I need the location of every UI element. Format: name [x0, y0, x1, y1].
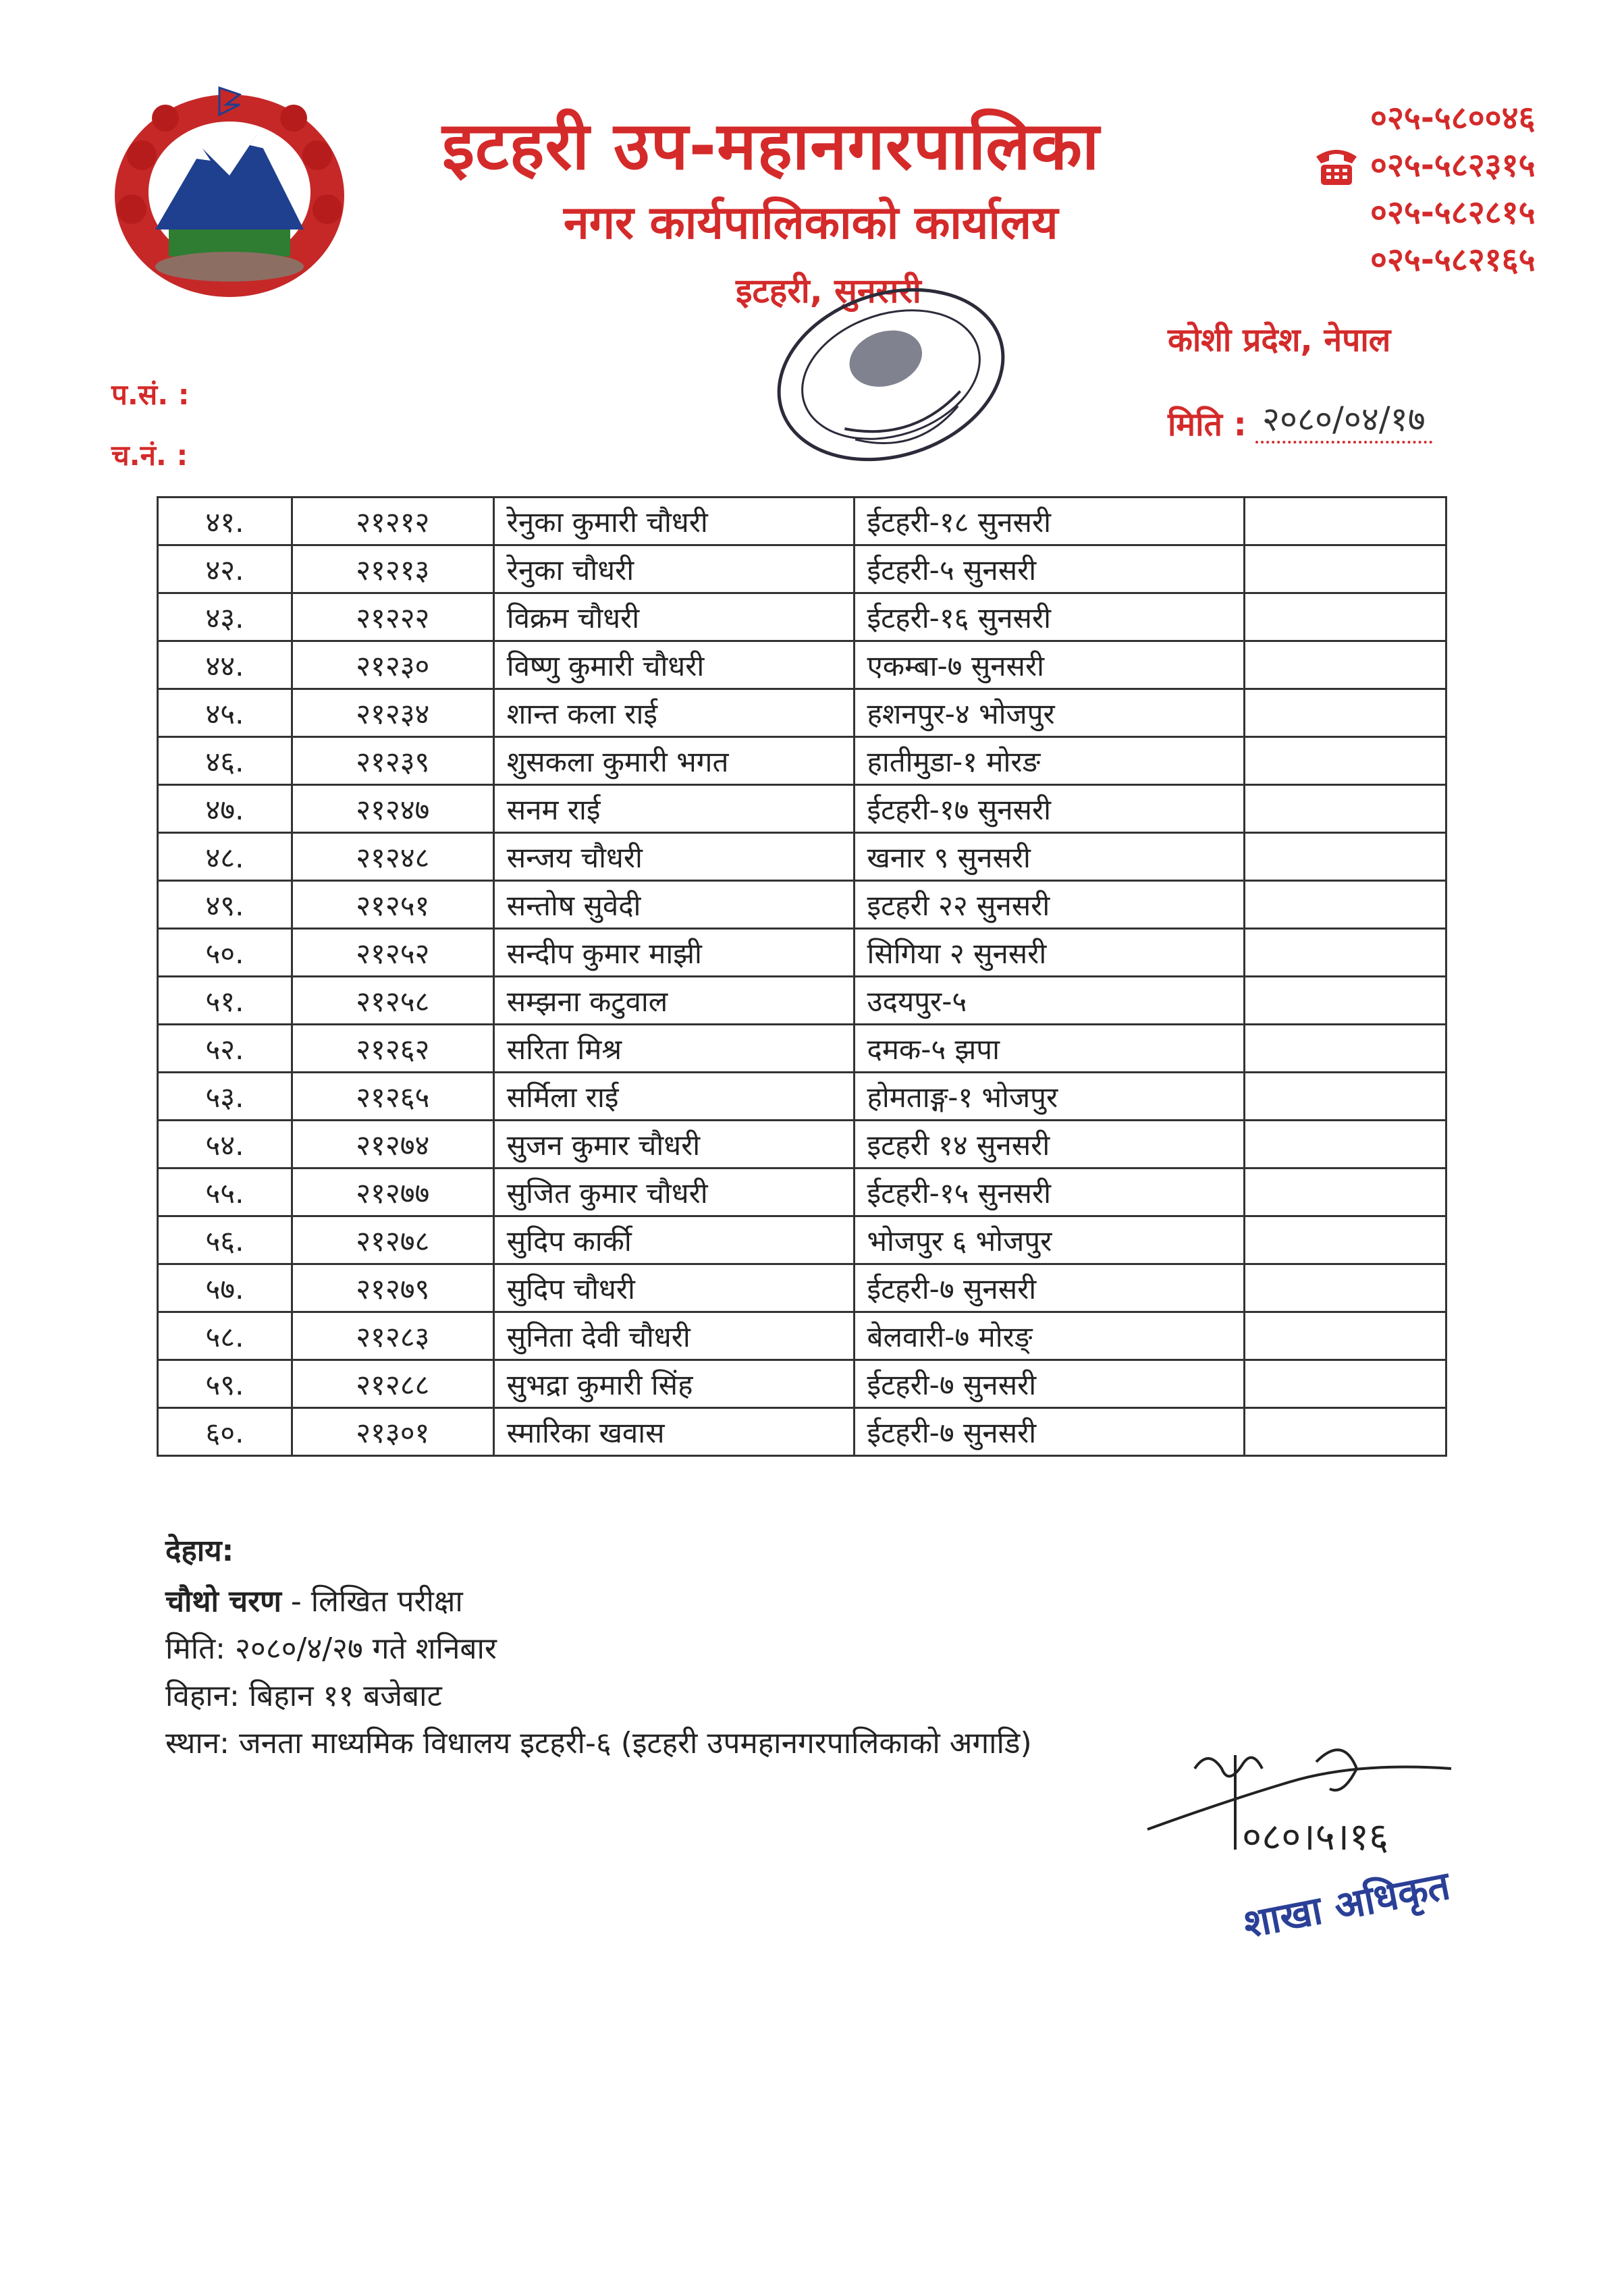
- signature-date: ०८०।५।१६: [1242, 1815, 1389, 1859]
- name-cell: सुजित कुमार चौधरी: [493, 1168, 854, 1216]
- phone-number: ०२५-५८२१६५: [1370, 241, 1536, 279]
- table-row: [158, 689, 1446, 737]
- address-cell: भोजपुर ६ भोजपुर: [854, 1216, 1245, 1264]
- roll-cell: २१२६५: [292, 1073, 493, 1121]
- phone-number: ०२५-५८२८१५: [1370, 194, 1536, 232]
- phase-label: चौथो चरण: [165, 1584, 281, 1619]
- remarks-cell: [1245, 833, 1446, 881]
- table-row: [158, 1264, 1446, 1312]
- serial-cell: ४७.: [158, 785, 292, 833]
- roll-cell: २१२५२: [292, 929, 493, 977]
- serial-cell: ५१.: [158, 977, 292, 1025]
- phone-number: ०२५-५८२३१५: [1370, 146, 1536, 184]
- serial-cell: ५९.: [158, 1360, 292, 1408]
- serial-cell: ४८.: [158, 833, 292, 881]
- candidate-table: [157, 496, 1447, 1457]
- serial-cell: ४२.: [158, 545, 292, 593]
- official-stamp-icon: [749, 263, 1033, 486]
- exam-date-line: मिति: २०८०/४/२७ गते शनिबार: [165, 1632, 497, 1666]
- date-label: मिति :: [1168, 406, 1247, 443]
- phase-value: - लिखित परीक्षा: [281, 1584, 463, 1619]
- address-cell: ईटहरी-१८ सुनसरी: [854, 498, 1245, 545]
- remarks-cell: [1245, 1025, 1446, 1073]
- name-cell: शान्त कला राई: [493, 689, 854, 737]
- remarks-cell: [1245, 689, 1446, 737]
- name-cell: सुभद्रा कुमारी सिंह: [493, 1360, 854, 1408]
- table-row: [158, 929, 1446, 977]
- name-cell: सुदिप चौधरी: [493, 1264, 854, 1312]
- remarks-cell: [1245, 1312, 1446, 1360]
- name-cell: शुसकला कुमारी भगत: [493, 737, 854, 785]
- address-cell: ईटहरी-७ सुनसरी: [854, 1264, 1245, 1312]
- name-cell: रेनुका चौधरी: [493, 545, 854, 593]
- telephone-icon: [1313, 142, 1360, 189]
- exam-phase-line: [165, 1580, 463, 1620]
- roll-cell: २१२३०: [292, 641, 493, 689]
- remarks-cell: [1245, 737, 1446, 785]
- table-row: [158, 1360, 1446, 1408]
- name-cell: सनम राई: [493, 785, 854, 833]
- name-cell: विष्णु कुमारी चौधरी: [493, 641, 854, 689]
- roll-cell: २१२५१: [292, 881, 493, 929]
- remarks-cell: [1245, 593, 1446, 641]
- name-cell: रेनुका कुमारी चौधरी: [493, 498, 854, 545]
- roll-cell: २१२१२: [292, 498, 493, 545]
- province-line: कोशी प्रदेश, नेपाल: [1168, 321, 1391, 359]
- address-cell: हातीमुडा-१ मोरङ: [854, 737, 1245, 785]
- remarks-cell: [1245, 1360, 1446, 1408]
- roll-cell: २१२३४: [292, 689, 493, 737]
- table-row: [158, 641, 1446, 689]
- serial-cell: ४३.: [158, 593, 292, 641]
- table-row: [158, 1312, 1446, 1360]
- remarks-cell: [1245, 1121, 1446, 1168]
- serial-cell: ४६.: [158, 737, 292, 785]
- date-value: २०८०/०४/१७: [1255, 395, 1432, 443]
- address-cell: ईटहरी-१६ सुनसरी: [854, 593, 1245, 641]
- remarks-cell: [1245, 929, 1446, 977]
- roll-cell: २१२६२: [292, 1025, 493, 1073]
- serial-cell: ५२.: [158, 1025, 292, 1073]
- address-cell: ईटहरी-७ सुनसरी: [854, 1408, 1245, 1456]
- roll-cell: २१२२२: [292, 593, 493, 641]
- remarks-cell: [1245, 1408, 1446, 1456]
- address-cell: एकम्बा-७ सुनसरी: [854, 641, 1245, 689]
- table-row: [158, 498, 1446, 545]
- address-cell: खनार ९ सुनसरी: [854, 833, 1245, 881]
- phone-number: ०२५-५८००४६: [1370, 99, 1536, 137]
- roll-cell: २१२७९: [292, 1264, 493, 1312]
- address-cell: बेलवारी-७ मोरङ्: [854, 1312, 1245, 1360]
- name-cell: सम्झना कटुवाल: [493, 977, 854, 1025]
- table-row: [158, 1168, 1446, 1216]
- name-cell: सन्तोष सुवेदी: [493, 881, 854, 929]
- phone-list: [1370, 95, 1573, 284]
- table-row: [158, 737, 1446, 785]
- table-row: [158, 1408, 1446, 1456]
- remarks-cell: [1245, 498, 1446, 545]
- ref-no-label: प.सं. :: [111, 378, 190, 411]
- address-cell: इटहरी २२ सुनसरी: [854, 881, 1245, 929]
- roll-cell: २१२८३: [292, 1312, 493, 1360]
- roll-cell: २१२७४: [292, 1121, 493, 1168]
- remarks-cell: [1245, 785, 1446, 833]
- serial-cell: ५६.: [158, 1216, 292, 1264]
- name-cell: सन्दीप कुमार माझी: [493, 929, 854, 977]
- name-cell: सन्जय चौधरी: [493, 833, 854, 881]
- table-row: [158, 545, 1446, 593]
- remarks-cell: [1245, 545, 1446, 593]
- roll-cell: २१२३९: [292, 737, 493, 785]
- name-cell: स्मारिका खवास: [493, 1408, 854, 1456]
- office-place: इटहरी, सुनसरी: [736, 271, 921, 311]
- name-cell: सर्मिला राई: [493, 1073, 854, 1121]
- remarks-cell: [1245, 1216, 1446, 1264]
- address-cell: दमक-५ झपा: [854, 1025, 1245, 1073]
- serial-cell: ५३.: [158, 1073, 292, 1121]
- name-cell: सुदिप कार्की: [493, 1216, 854, 1264]
- office-name: नगर कार्यपालिकाको कार्यालय: [564, 196, 1058, 250]
- roll-cell: २१२४८: [292, 833, 493, 881]
- nepal-emblem-icon: [101, 74, 358, 304]
- name-cell: विक्रम चौधरी: [493, 593, 854, 641]
- serial-cell: ४५.: [158, 689, 292, 737]
- address-cell: ईटहरी-७ सुनसरी: [854, 1360, 1245, 1408]
- table-row: [158, 1025, 1446, 1073]
- officer-title-stamp: शाखा अधिकृत: [1239, 1862, 1454, 1947]
- serial-cell: ५७.: [158, 1264, 292, 1312]
- table-row: [158, 593, 1446, 641]
- remarks-cell: [1245, 1168, 1446, 1216]
- remarks-cell: [1245, 881, 1446, 929]
- roll-cell: २१२५८: [292, 977, 493, 1025]
- serial-cell: ४१.: [158, 498, 292, 545]
- address-cell: सिगिया २ सुनसरी: [854, 929, 1245, 977]
- table-row: [158, 833, 1446, 881]
- table-row: [158, 1121, 1446, 1168]
- table-row: [158, 977, 1446, 1025]
- address-cell: होमताङ्ग-१ भोजपुर: [854, 1073, 1245, 1121]
- address-cell: इटहरी १४ सुनसरी: [854, 1121, 1245, 1168]
- serial-cell: ४९.: [158, 881, 292, 929]
- address-cell: हशनपुर-४ भोजपुर: [854, 689, 1245, 737]
- notes-heading: देहाय:: [165, 1534, 234, 1568]
- roll-cell: २१२१३: [292, 545, 493, 593]
- name-cell: सरिता मिश्र: [493, 1025, 854, 1073]
- table-row: [158, 785, 1446, 833]
- name-cell: सुनिता देवी चौधरी: [493, 1312, 854, 1360]
- address-cell: ईटहरी-५ सुनसरी: [854, 545, 1245, 593]
- name-cell: सुजन कुमार चौधरी: [493, 1121, 854, 1168]
- serial-cell: ५०.: [158, 929, 292, 977]
- serial-cell: ४४.: [158, 641, 292, 689]
- table-row: [158, 1073, 1446, 1121]
- serial-cell: ५८.: [158, 1312, 292, 1360]
- roll-cell: २१२४७: [292, 785, 493, 833]
- remarks-cell: [1245, 977, 1446, 1025]
- serial-cell: ५४.: [158, 1121, 292, 1168]
- table-row: [158, 881, 1446, 929]
- address-cell: ईटहरी-१५ सुनसरी: [854, 1168, 1245, 1216]
- exam-venue-line: स्थान: जनता माध्यमिक विधालय इटहरी-६ (इटहरी उपमहानगरपालिकाको अगाडि): [165, 1726, 1032, 1760]
- dispatch-no-label: च.नं. :: [111, 439, 188, 472]
- serial-cell: ६०.: [158, 1408, 292, 1456]
- remarks-cell: [1245, 1073, 1446, 1121]
- address-cell: उदयपुर-५: [854, 977, 1245, 1025]
- roll-cell: २१३०१: [292, 1408, 493, 1456]
- exam-time-line: विहान: बिहान ११ बजेबाट: [165, 1679, 442, 1713]
- serial-cell: ५५.: [158, 1168, 292, 1216]
- org-name: इटहरी उप-महानगरपालिका: [442, 108, 1100, 185]
- remarks-cell: [1245, 641, 1446, 689]
- roll-cell: २१२८८: [292, 1360, 493, 1408]
- address-cell: ईटहरी-१७ सुनसरी: [854, 785, 1245, 833]
- roll-cell: २१२७८: [292, 1216, 493, 1264]
- roll-cell: २१२७७: [292, 1168, 493, 1216]
- remarks-cell: [1245, 1264, 1446, 1312]
- table-row: [158, 1216, 1446, 1264]
